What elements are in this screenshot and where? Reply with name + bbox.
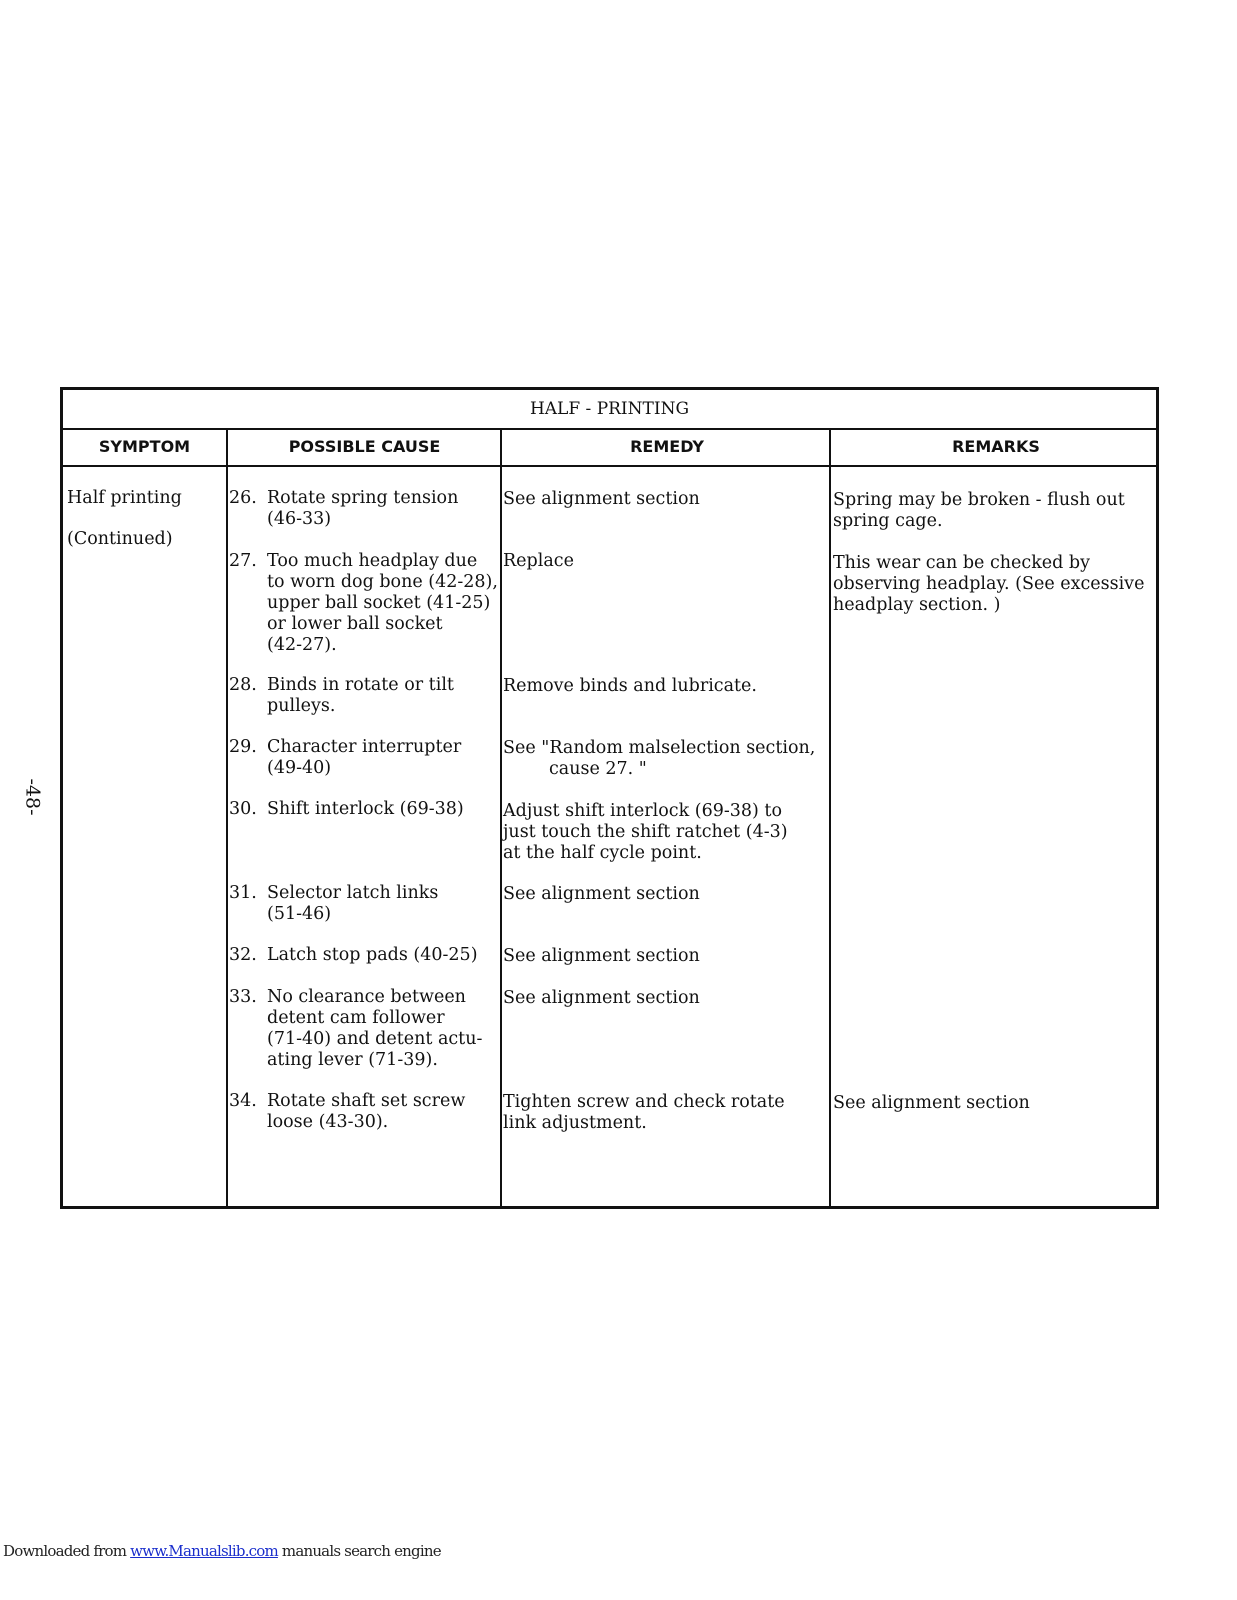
- remedy: Adjust shift interlock (69-38) to just touch the shift ratchet (4-3) at the half cycle point.: [503, 801, 788, 863]
- possible-cause: Latch stop pads (40-25): [267, 945, 478, 965]
- remedy: Replace: [503, 551, 574, 571]
- possible-cause: Rotate spring tension (46-33): [267, 488, 459, 529]
- possible-cause: Rotate shaft set screw loose (43-30).: [267, 1091, 466, 1132]
- remarks: This wear can be checked by observing headplay. (See excessive headplay section. ): [833, 553, 1145, 615]
- cause-number: 28.: [229, 675, 257, 695]
- symptom-label: Half printing: [67, 488, 182, 508]
- cause-number: 34.: [229, 1091, 257, 1111]
- column-divider: [226, 428, 228, 1206]
- remedy: Tighten screw and check rotate link adjustment.: [503, 1092, 785, 1133]
- cause-number: 33.: [229, 987, 257, 1007]
- footer-prefix: Downloaded from: [3, 1542, 131, 1560]
- cause-number: 31.: [229, 883, 257, 903]
- troubleshooting-table: [60, 387, 1159, 1209]
- remedy: See alignment section: [503, 988, 700, 1008]
- cause-number: 27.: [229, 551, 257, 571]
- footer-suffix: manuals search engine: [277, 1542, 441, 1560]
- header-remarks: REMARKS: [952, 437, 1040, 456]
- possible-cause: Shift interlock (69-38): [267, 799, 464, 819]
- possible-cause: No clearance between detent cam follower (71-40) and detent actu- ating lever (71-39).: [267, 987, 483, 1070]
- column-divider: [829, 428, 831, 1206]
- footer: [3, 1542, 441, 1560]
- possible-cause: Too much headplay due to worn dog bone (42-28), upper ball socket (41-25) or lower ball socket (42-27).: [267, 551, 498, 655]
- header-symptom: SYMPTOM: [98, 437, 191, 456]
- possible-cause: Binds in rotate or tilt pulleys.: [267, 675, 454, 716]
- remedy: See alignment section: [503, 884, 700, 904]
- remarks: See alignment section: [833, 1093, 1030, 1113]
- remarks: Spring may be broken - flush out spring cage.: [833, 490, 1125, 531]
- remedy: Remove binds and lubricate.: [503, 676, 757, 696]
- possible-cause: Character interrupter (49-40): [267, 737, 462, 778]
- cause-number: 29.: [229, 737, 257, 757]
- remedy: See "Random malselection section, cause 27. ": [503, 738, 816, 779]
- possible-cause: Selector latch links (51-46): [267, 883, 439, 924]
- cause-number: 30.: [229, 799, 257, 819]
- column-divider: [500, 428, 502, 1206]
- cause-number: 26.: [229, 488, 257, 508]
- cause-number: 32.: [229, 945, 257, 965]
- page-number: -48-: [21, 778, 44, 816]
- symptom-continued: (Continued): [67, 529, 173, 549]
- table-title: HALF - PRINTING: [63, 390, 1156, 430]
- remedy: See alignment section: [503, 489, 700, 509]
- header-remedy: REMEDY: [630, 437, 704, 456]
- remedy: See alignment section: [503, 946, 700, 966]
- header-possible-cause: POSSIBLE CAUSE: [288, 437, 441, 456]
- manualslib-link[interactable]: www.Manualslib.com: [130, 1542, 278, 1560]
